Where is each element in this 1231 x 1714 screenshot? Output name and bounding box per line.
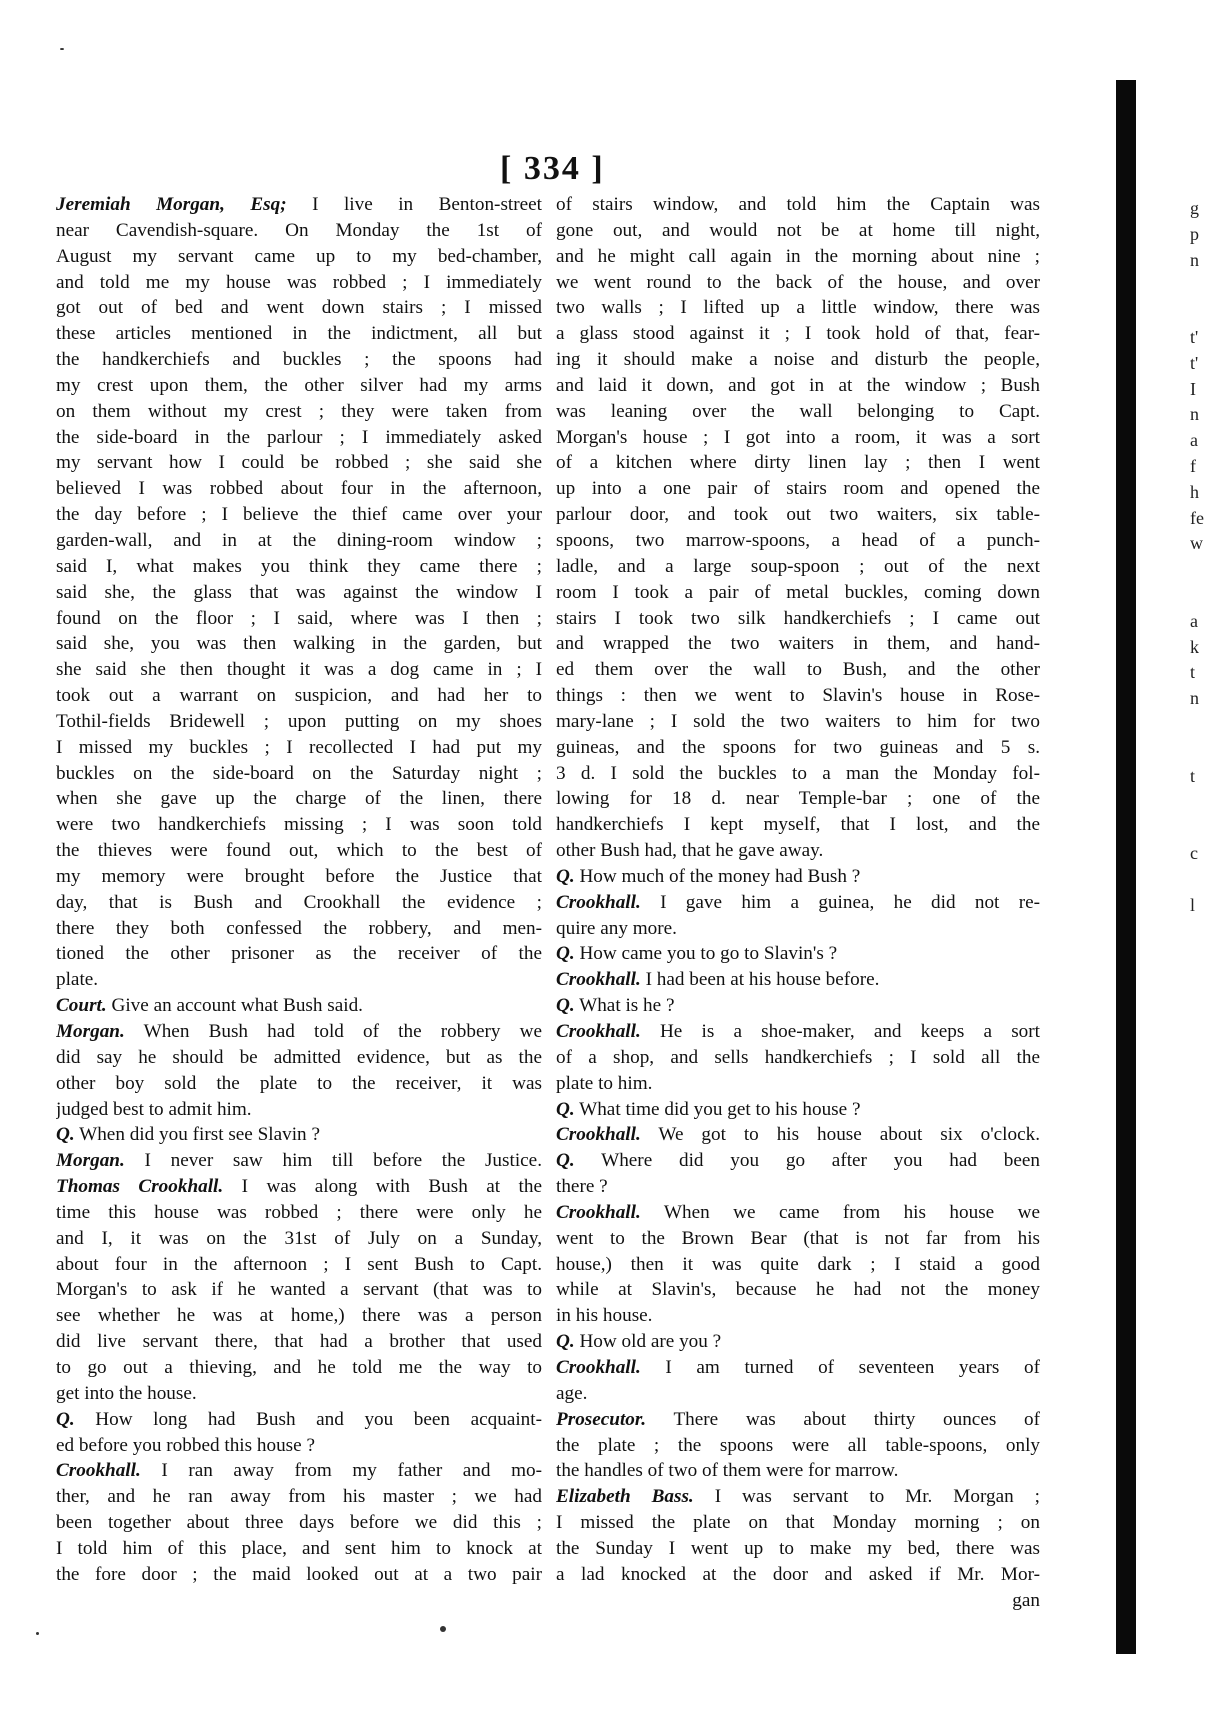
text-run: on them without my crest ; they were taken from [56, 400, 542, 422]
text-line [56, 528, 542, 554]
text-run: there ? [556, 1176, 608, 1198]
text-run: 3 d. I sold the buckles to a man the Monday fol- [556, 762, 1040, 784]
text-run: near Cavendish-square. On Monday the 1st of [56, 219, 542, 241]
text-column-right [556, 192, 1040, 1613]
text-line [556, 606, 1040, 632]
text-line [56, 1381, 542, 1407]
margin-fragment [1190, 815, 1226, 841]
text-line [56, 399, 542, 425]
text-line [56, 786, 542, 812]
text-line [56, 1226, 542, 1252]
text-run: other boy sold the plate to the receiver, it was [56, 1072, 542, 1094]
text-column-left [56, 192, 542, 1588]
text-line [556, 1122, 1040, 1148]
text-run: said she, you was then walking in the garden, but [56, 633, 542, 655]
text-run: found on the floor ; I said, where was I then ; [56, 607, 542, 629]
speaker-label: Jeremiah Morgan, Esq; [56, 194, 287, 215]
speaker-label: Prosecutor. [556, 1408, 647, 1430]
speaker-label: Q. [556, 1098, 575, 1120]
text-line [556, 218, 1040, 244]
text-run: and told me my house was robbed ; I immediately [56, 271, 542, 293]
text-run: the fore door ; the maid looked out at a two pair [56, 1563, 542, 1585]
text-run: the handkerchiefs and buckles ; the spoons had [56, 349, 542, 371]
adjacent-page-edge [1116, 80, 1136, 1654]
text-line [56, 502, 542, 528]
margin-fragment [1190, 789, 1226, 815]
text-line [56, 450, 542, 476]
margin-fragment [1190, 557, 1226, 583]
text-run: there they both confessed the robbery, and men- [56, 917, 542, 939]
speaker-label: Q. [556, 1150, 575, 1172]
text-line [556, 1148, 1040, 1174]
text-run: in his house. [556, 1305, 653, 1327]
text-line [56, 1458, 542, 1484]
text-run: these articles mentioned in the indictment, all but [56, 323, 542, 345]
text-line [556, 1277, 1040, 1303]
margin-fragment: n [1190, 688, 1199, 709]
text-run: I live in Benton-street [286, 194, 542, 215]
text-run: get into the house. [56, 1382, 197, 1404]
text-line [56, 244, 542, 270]
text-line [56, 735, 542, 761]
text-line [556, 502, 1040, 528]
text-run: spoons, two marrow-spoons, a head of a punch- [556, 529, 1040, 551]
text-line [556, 1045, 1040, 1071]
text-line [56, 1097, 542, 1123]
text-run: of stairs window, and told him the Captain was [556, 194, 1040, 215]
margin-fragment: t' [1190, 352, 1199, 373]
text-run: I was along with Bush at the [223, 1176, 542, 1198]
speaker-label: Crookhall. [556, 1124, 641, 1146]
scan-speck [36, 1632, 39, 1635]
text-run: were two handkerchiefs missing ; I was soon told [56, 814, 542, 836]
margin-fragment [1190, 867, 1226, 893]
margin-fragment: f [1190, 455, 1196, 476]
text-line [556, 554, 1040, 580]
text-line [556, 373, 1040, 399]
margin-fragment: t' [1190, 326, 1199, 347]
text-line [556, 1562, 1040, 1588]
text-run: tioned the other prisoner as the receiver of the [56, 943, 542, 965]
margin-fragment: k [1190, 636, 1199, 657]
text-run: Morgan's house ; I got into a room, it was a sort [556, 426, 1040, 448]
text-line [556, 425, 1040, 451]
text-run: mary-lane ; I sold the two waiters to him for two [556, 710, 1040, 732]
text-run: of a shop, and sells handkerchiefs ; I sold all the [556, 1046, 1040, 1068]
speaker-label: Q. [556, 943, 575, 965]
margin-fragment: n [1190, 404, 1199, 425]
text-line [56, 321, 542, 347]
text-line [556, 1226, 1040, 1252]
speaker-label: Q. [556, 995, 575, 1017]
text-run: was leaning over the wall belonging to Capt. [556, 400, 1040, 422]
text-run: ing it should make a noise and disturb the people, [556, 349, 1040, 371]
text-line [556, 812, 1040, 838]
text-line [556, 1174, 1040, 1200]
text-run: when she gave up the charge of the linen, there [56, 788, 542, 810]
text-run: How old are you ? [574, 1331, 722, 1353]
text-run: handkerchiefs I kept myself, that I lost, and the [556, 814, 1040, 836]
text-line [556, 1097, 1040, 1123]
text-line [556, 1355, 1040, 1381]
text-run: Tothil-fields Bridewell ; upon putting on my shoes [56, 710, 542, 732]
margin-fragment: t [1190, 765, 1196, 786]
margin-fragment: I [1190, 378, 1196, 399]
text-run: There was about thirty ounces of [646, 1408, 1040, 1430]
text-run: a lad knocked at the door and asked if Mr. Mor- [556, 1563, 1040, 1585]
text-run: plate. [56, 969, 99, 991]
speaker-label: Q. [556, 1331, 575, 1353]
text-run: Where did you go after you had been [574, 1150, 1040, 1172]
text-run: judged best to admit him. [56, 1098, 252, 1120]
text-run: took out a warrant on suspicion, and had her to [56, 685, 542, 707]
text-run: said I, what makes you think they came there ; [56, 555, 542, 577]
text-line [556, 476, 1040, 502]
margin-fragment [1190, 299, 1226, 325]
text-run: August my servant came up to my bed-chamber, [56, 245, 542, 267]
text-line [56, 1329, 542, 1355]
text-run: Give an account what Bush said. [106, 995, 363, 1017]
text-line [56, 1407, 542, 1433]
adjacent-page-fragments [1190, 196, 1226, 918]
text-run: day, that is Bush and Crookhall the evidence ; [56, 891, 542, 913]
text-line [556, 864, 1040, 890]
text-run: of a kitchen where dirty linen lay ; then I went [556, 452, 1040, 474]
text-line [56, 295, 542, 321]
text-run: up into a one pair of stairs room and opened the [556, 478, 1040, 500]
margin-fragment: c [1190, 842, 1198, 863]
text-line [56, 1200, 542, 1226]
text-line [56, 1071, 542, 1097]
margin-fragment: fe [1190, 507, 1204, 528]
text-line [556, 941, 1040, 967]
text-run: What time did you get to his house ? [574, 1098, 861, 1120]
text-line [556, 1071, 1040, 1097]
text-run: went to the Brown Bear (that is not far from his [556, 1227, 1040, 1249]
text-run: and wrapped the two waiters in them, and hand- [556, 633, 1040, 655]
text-run: I had been at his house before. [640, 969, 880, 991]
text-line [56, 270, 542, 296]
text-line [556, 967, 1040, 993]
text-line [556, 683, 1040, 709]
text-run: parlour door, and took out two waiters, six table- [556, 504, 1040, 526]
margin-fragment [1190, 583, 1226, 609]
text-line [556, 1458, 1040, 1484]
text-run: I never saw him till before the Justice. [124, 1150, 542, 1172]
text-line [56, 554, 542, 580]
text-line [556, 399, 1040, 425]
text-line [556, 761, 1040, 787]
text-run: ladle, and a large soup-spoon ; out of the next [556, 555, 1040, 577]
page-number: [ 334 ] [500, 150, 605, 187]
text-line [56, 1277, 542, 1303]
text-line [56, 1148, 542, 1174]
text-line [556, 321, 1040, 347]
text-line [556, 735, 1040, 761]
text-run: house,) then it was quite dark ; I staid a good [556, 1253, 1040, 1275]
text-line [56, 476, 542, 502]
speaker-label: Morgan. [56, 1150, 125, 1172]
text-line [56, 631, 542, 657]
speaker-label: Elizabeth Bass. [556, 1486, 694, 1508]
text-line [56, 1122, 542, 1148]
text-line [56, 941, 542, 967]
speaker-label: Q. [56, 1408, 75, 1430]
margin-fragment: l [1190, 894, 1196, 915]
text-line [56, 1045, 542, 1071]
text-run: I missed my buckles ; I recollected I had put my [56, 736, 542, 758]
text-line [56, 1510, 542, 1536]
text-line [556, 1433, 1040, 1459]
text-run: did say he should be admitted evidence, but as the [56, 1046, 542, 1068]
text-run: quire any more. [556, 917, 677, 939]
text-line [56, 1562, 542, 1588]
text-line [56, 657, 542, 683]
text-run: When we came from his house we [640, 1201, 1040, 1223]
scan-speck [440, 1626, 446, 1632]
text-run: and I, it was on the 31st of July on a Sunday, [56, 1227, 542, 1249]
margin-fragment: p [1190, 223, 1199, 244]
text-line [556, 528, 1040, 554]
text-run: I ran away from my father and mo- [140, 1460, 542, 1482]
speaker-label: Thomas Crookhall. [56, 1176, 224, 1198]
text-run: she said she then thought it was a dog came in ; I [56, 659, 542, 681]
margin-fragment [1190, 738, 1226, 764]
speaker-label: Crookhall. [556, 1201, 641, 1223]
text-run: room I took a pair of metal buckles, coming down [556, 581, 1040, 603]
margin-fragment: h [1190, 481, 1199, 502]
text-run: age. [556, 1382, 588, 1404]
text-run: been together about three days before we did this ; [56, 1512, 542, 1534]
text-run: How much of the money had Bush ? [574, 865, 861, 887]
text-run: the thieves were found out, which to the best of [56, 840, 542, 862]
text-run: a glass stood against it ; I took hold of that, fear- [556, 323, 1040, 345]
text-line [556, 786, 1040, 812]
text-line [56, 1536, 542, 1562]
speaker-label: Crookhall. [556, 969, 641, 991]
text-run: two walls ; I lifted up a little window, there was [556, 297, 1040, 319]
text-run: and laid it down, and got in at the window ; Bush [556, 374, 1040, 396]
text-line [56, 1484, 542, 1510]
margin-fragment: n [1190, 249, 1199, 270]
speaker-label: Crookhall. [556, 1356, 641, 1378]
text-line [56, 838, 542, 864]
text-run: He is a shoe-maker, and keeps a sort [640, 1021, 1040, 1042]
text-run: said she, the glass that was against the window I [56, 581, 542, 603]
text-line [56, 1433, 542, 1459]
text-run: my crest upon them, the other silver had my arms [56, 374, 542, 396]
text-run: I told him of this place, and sent him to knock at [56, 1537, 542, 1559]
text-line [56, 993, 542, 1019]
text-line [556, 1588, 1040, 1614]
text-line [556, 890, 1040, 916]
speaker-label: Morgan. [56, 1021, 125, 1042]
text-line [56, 812, 542, 838]
text-line [556, 709, 1040, 735]
text-line [556, 192, 1040, 218]
text-line [556, 1303, 1040, 1329]
text-line [56, 425, 542, 451]
text-run: What is he ? [574, 995, 675, 1017]
text-run: I am turned of seventeen years of [640, 1356, 1040, 1378]
text-run: We got to his house about six o'clock. [640, 1124, 1040, 1146]
text-line [556, 1019, 1040, 1045]
text-run: believed I was robbed about four in the afternoon, [56, 478, 542, 500]
text-run: plate to him. [556, 1072, 653, 1094]
text-line [56, 347, 542, 373]
margin-fragment [1190, 273, 1226, 299]
text-line [556, 1381, 1040, 1407]
text-line [556, 1252, 1040, 1278]
text-line [556, 1484, 1040, 1510]
text-line [56, 373, 542, 399]
text-run: about four in the afternoon ; I sent Bush to Capt. [56, 1253, 542, 1275]
text-line [556, 1200, 1040, 1226]
text-run: stairs I took two silk handkerchiefs ; I came out [556, 607, 1040, 629]
text-run: time this house was robbed ; there were only he [56, 1201, 542, 1223]
text-run: Morgan's to ask if he wanted a servant (that was to [56, 1279, 542, 1301]
text-line [556, 1407, 1040, 1433]
speaker-label: Q. [56, 1124, 75, 1146]
text-line [556, 1536, 1040, 1562]
text-line [56, 1019, 542, 1045]
margin-fragment [1190, 712, 1226, 738]
text-run: gone out, and would not be at home till night, [556, 219, 1040, 241]
text-run: ed them over the wall to Bush, and the other [556, 659, 1040, 681]
scan-speck [60, 48, 64, 50]
text-run: and he might call again in the morning about nine ; [556, 245, 1040, 267]
text-line [56, 967, 542, 993]
text-run: did live servant there, that had a brother that used [56, 1331, 542, 1353]
text-line [56, 1174, 542, 1200]
text-line [56, 606, 542, 632]
text-run: the plate ; the spoons were all table-spoons, only [556, 1434, 1040, 1456]
text-run: the day before ; I believe the thief came over your [56, 504, 542, 526]
text-line [56, 761, 542, 787]
text-run: while at Slavin's, because he had not the money [556, 1279, 1040, 1301]
text-line [56, 916, 542, 942]
text-run: ed before you robbed this house ? [56, 1434, 315, 1456]
text-run: I missed the plate on that Monday morning ; on [556, 1512, 1040, 1534]
text-run: gan [1012, 1589, 1040, 1611]
text-run: my memory were brought before the Justice that [56, 865, 542, 887]
text-line [556, 993, 1040, 1019]
text-line [56, 580, 542, 606]
margin-fragment: t [1190, 662, 1196, 683]
speaker-label: Court. [56, 995, 107, 1017]
text-line [556, 270, 1040, 296]
text-line [56, 1303, 542, 1329]
text-line [56, 709, 542, 735]
text-line [56, 683, 542, 709]
speaker-label: Crookhall. [56, 1460, 141, 1482]
text-line [556, 244, 1040, 270]
text-line [556, 838, 1040, 864]
text-run: garden-wall, and in at the dining-room window ; [56, 529, 542, 551]
text-line [556, 580, 1040, 606]
text-run: I was servant to Mr. Morgan ; [693, 1486, 1040, 1508]
text-run: the side-board in the parlour ; I immediately asked [56, 426, 542, 448]
text-line [556, 657, 1040, 683]
text-line [56, 192, 542, 218]
text-run: the handles of two of them were for marrow. [556, 1460, 899, 1482]
text-line [556, 295, 1040, 321]
text-line [556, 1510, 1040, 1536]
speaker-label: Crookhall. [556, 1021, 641, 1042]
text-run: other Bush had, that he gave away. [556, 840, 824, 862]
margin-fragment: g [1190, 198, 1199, 218]
text-line [556, 1329, 1040, 1355]
speaker-label: Q. [556, 865, 575, 887]
margin-fragment: a [1190, 610, 1198, 631]
text-line [56, 864, 542, 890]
text-run: buckles on the side-board on the Saturday night ; [56, 762, 542, 784]
text-line [556, 631, 1040, 657]
text-run: How came you to go to Slavin's ? [574, 943, 838, 965]
text-run: see whether he was at home,) there was a person [56, 1305, 542, 1327]
text-line [556, 916, 1040, 942]
text-line [56, 890, 542, 916]
text-run: the Sunday I went up to make my bed, there was [556, 1537, 1040, 1559]
margin-fragment: w [1190, 533, 1203, 554]
text-line [56, 1252, 542, 1278]
text-run: I gave him a guinea, he did not re- [640, 891, 1040, 913]
text-run: we went round to the back of the house, and over [556, 271, 1040, 293]
text-line [556, 347, 1040, 373]
text-line [56, 1355, 542, 1381]
text-run: When did you first see Slavin ? [74, 1124, 320, 1146]
speaker-label: Crookhall. [556, 891, 641, 913]
text-run: got out of bed and went down stairs ; I missed [56, 297, 542, 319]
text-run: to go out a thieving, and he told me the way to [56, 1356, 542, 1378]
text-run: my servant how I could be robbed ; she said she [56, 452, 542, 474]
text-run: When Bush had told of the robbery we [124, 1021, 542, 1042]
text-run: How long had Bush and you been acquaint- [74, 1408, 542, 1430]
text-line [556, 450, 1040, 476]
text-run: ther, and he ran away from his master ; we had [56, 1486, 542, 1508]
text-line [56, 218, 542, 244]
text-run: things : then we went to Slavin's house in Rose- [556, 685, 1040, 707]
margin-fragment: a [1190, 430, 1198, 451]
text-run: guineas, and the spoons for two guineas and 5 s. [556, 736, 1040, 758]
text-run: lowing for 18 d. near Temple-bar ; one of the [556, 788, 1040, 810]
